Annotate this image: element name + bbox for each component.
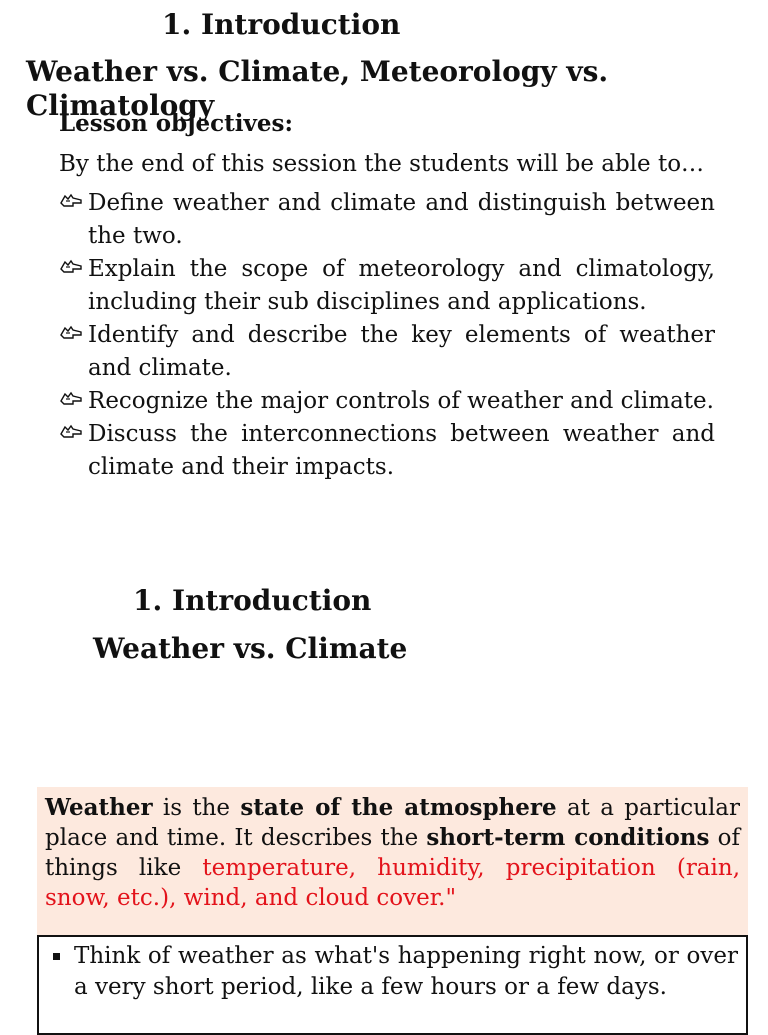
definition-emphasis: state of the atmosphere	[240, 794, 557, 821]
pointing-hand-icon	[59, 390, 83, 406]
note-text: Think of weather as what's happening right now, or over a very short period, like a few hours or a few days.	[74, 943, 738, 1000]
definition-text: of things like	[45, 825, 741, 881]
objectives-block	[59, 148, 715, 576]
objectives-list	[59, 187, 715, 484]
pointing-hand-icon	[59, 324, 83, 340]
objective-text: Recognize the major controls of weather and climate.	[88, 388, 714, 414]
weather-term: Weather	[45, 794, 153, 821]
objectives-intro: By the end of this session the students will be able to…	[59, 151, 705, 177]
square-bullet-icon	[53, 953, 60, 960]
slide2-title: Weather vs. Climate	[93, 632, 408, 665]
note-item	[47, 941, 738, 1003]
definition-text: at a particular place and time. It describes the	[45, 795, 741, 851]
slide1-title: Weather vs. Climate, Meteorology vs. Climatology	[26, 55, 609, 122]
objective-text: Define weather and climate and distinguish between the two.	[88, 190, 715, 249]
pointing-hand-icon	[59, 258, 83, 274]
objective-text: Discuss the interconnections between weather and climate and their impacts.	[88, 421, 715, 480]
weather-elements-text: temperature, humidity, precipitation (rain, snow, etc.), wind, and cloud cover."	[45, 855, 740, 911]
objective-item	[59, 319, 715, 385]
objective-item	[59, 253, 715, 319]
objective-item	[59, 385, 715, 418]
objective-text: Explain the scope of meteorology and climatology, including their sub disciplines and applications.	[88, 256, 715, 315]
slide2-section-heading: 1. Introduction	[133, 584, 372, 617]
slide1-section-heading: 1. Introduction	[162, 8, 401, 41]
weather-definition-box	[37, 787, 748, 938]
definition-emphasis: short-term conditions	[426, 824, 710, 851]
definition-text: is the	[152, 795, 241, 821]
pointing-hand-icon	[59, 192, 83, 208]
objectives-label: Lesson objectives:	[59, 110, 293, 137]
objective-item	[59, 187, 715, 253]
objective-item	[59, 418, 715, 484]
pointing-hand-icon	[59, 423, 83, 439]
objective-text: Identify and describe the key elements of weather and climate.	[88, 322, 715, 381]
weather-note-box	[37, 935, 748, 1035]
